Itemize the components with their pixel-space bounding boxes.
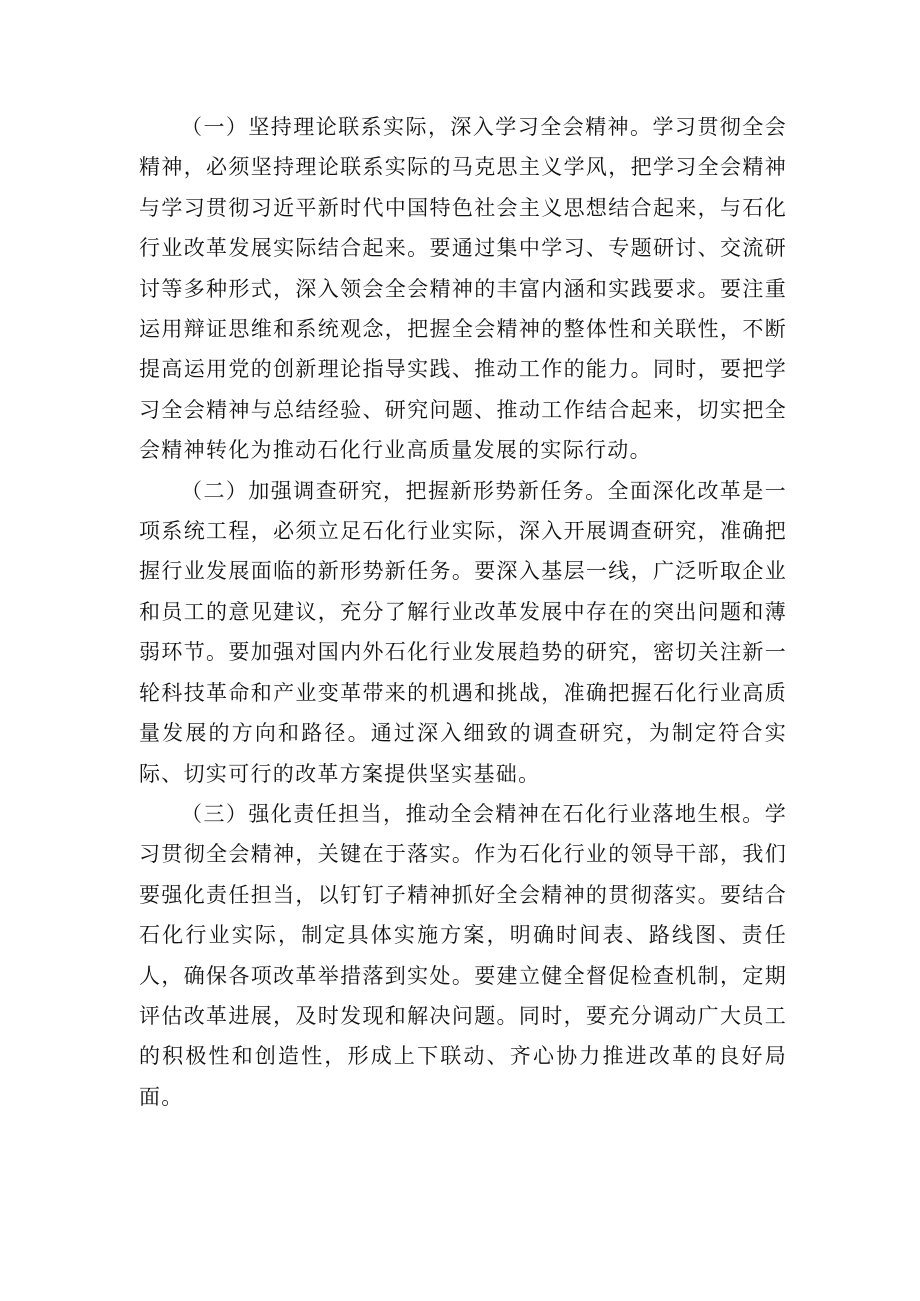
paragraph-2: （二）加强调查研究，把握新形势新任务。全面深化改革是一项系统工程，必须立足石化行业实际，深入开展调查研究，准确把握行业发展面临的新形势新任务。要深入基层一线，广泛听取企业和员工的意见建议，充分了解行业改革发展中存在的突出问题和薄弱环节。要加强对国内外石化行业发展趋势的研究，密切关注新一轮科技革命和产业变革带来的机遇和挑战，准确把握石化行业高质量发展的方向和路径。通过深入细致的调查研究，为制定符合实际、切实可行的改革方案提供坚实基础。 — [139, 478, 787, 786]
document-body — [139, 107, 787, 1117]
paragraph-1: （一）坚持理论联系实际，深入学习全会精神。学习贯彻全会精神，必须坚持理论联系实际的马克思主义学风，把学习全会精神与学习贯彻习近平新时代中国特色社会主义思想结合起来，与石化行业改革发展实际结合起来。要通过集中学习、专题研讨、交流研讨等多种形式，深入领会全会精神的丰富内涵和实践要求。要注重运用辩证思维和系统观念，把握全会精神的整体性和关联性，不断提高运用党的创新理论指导实践、推动工作的能力。同时，要把学习全会精神与总结经验、研究问题、推动工作结合起来，切实把全会精神转化为推动石化行业高质量发展的实际行动。 — [139, 115, 787, 463]
paragraph-3: （三）强化责任担当，推动全会精神在石化行业落地生根。学习贯彻全会精神，关键在于落实。作为石化行业的领导干部，我们要强化责任担当，以钉钉子精神抓好全会精神的贯彻落实。要结合石化行业实际，制定具体实施方案，明确时间表、路线图、责任人，确保各项改革举措落到实处。要建立健全督促检查机制，定期评估改革进展，及时发现和解决问题。同时，要充分调动广大员工的积极性和创造性，形成上下联动、齐心协力推进改革的良好局面。 — [139, 801, 787, 1109]
